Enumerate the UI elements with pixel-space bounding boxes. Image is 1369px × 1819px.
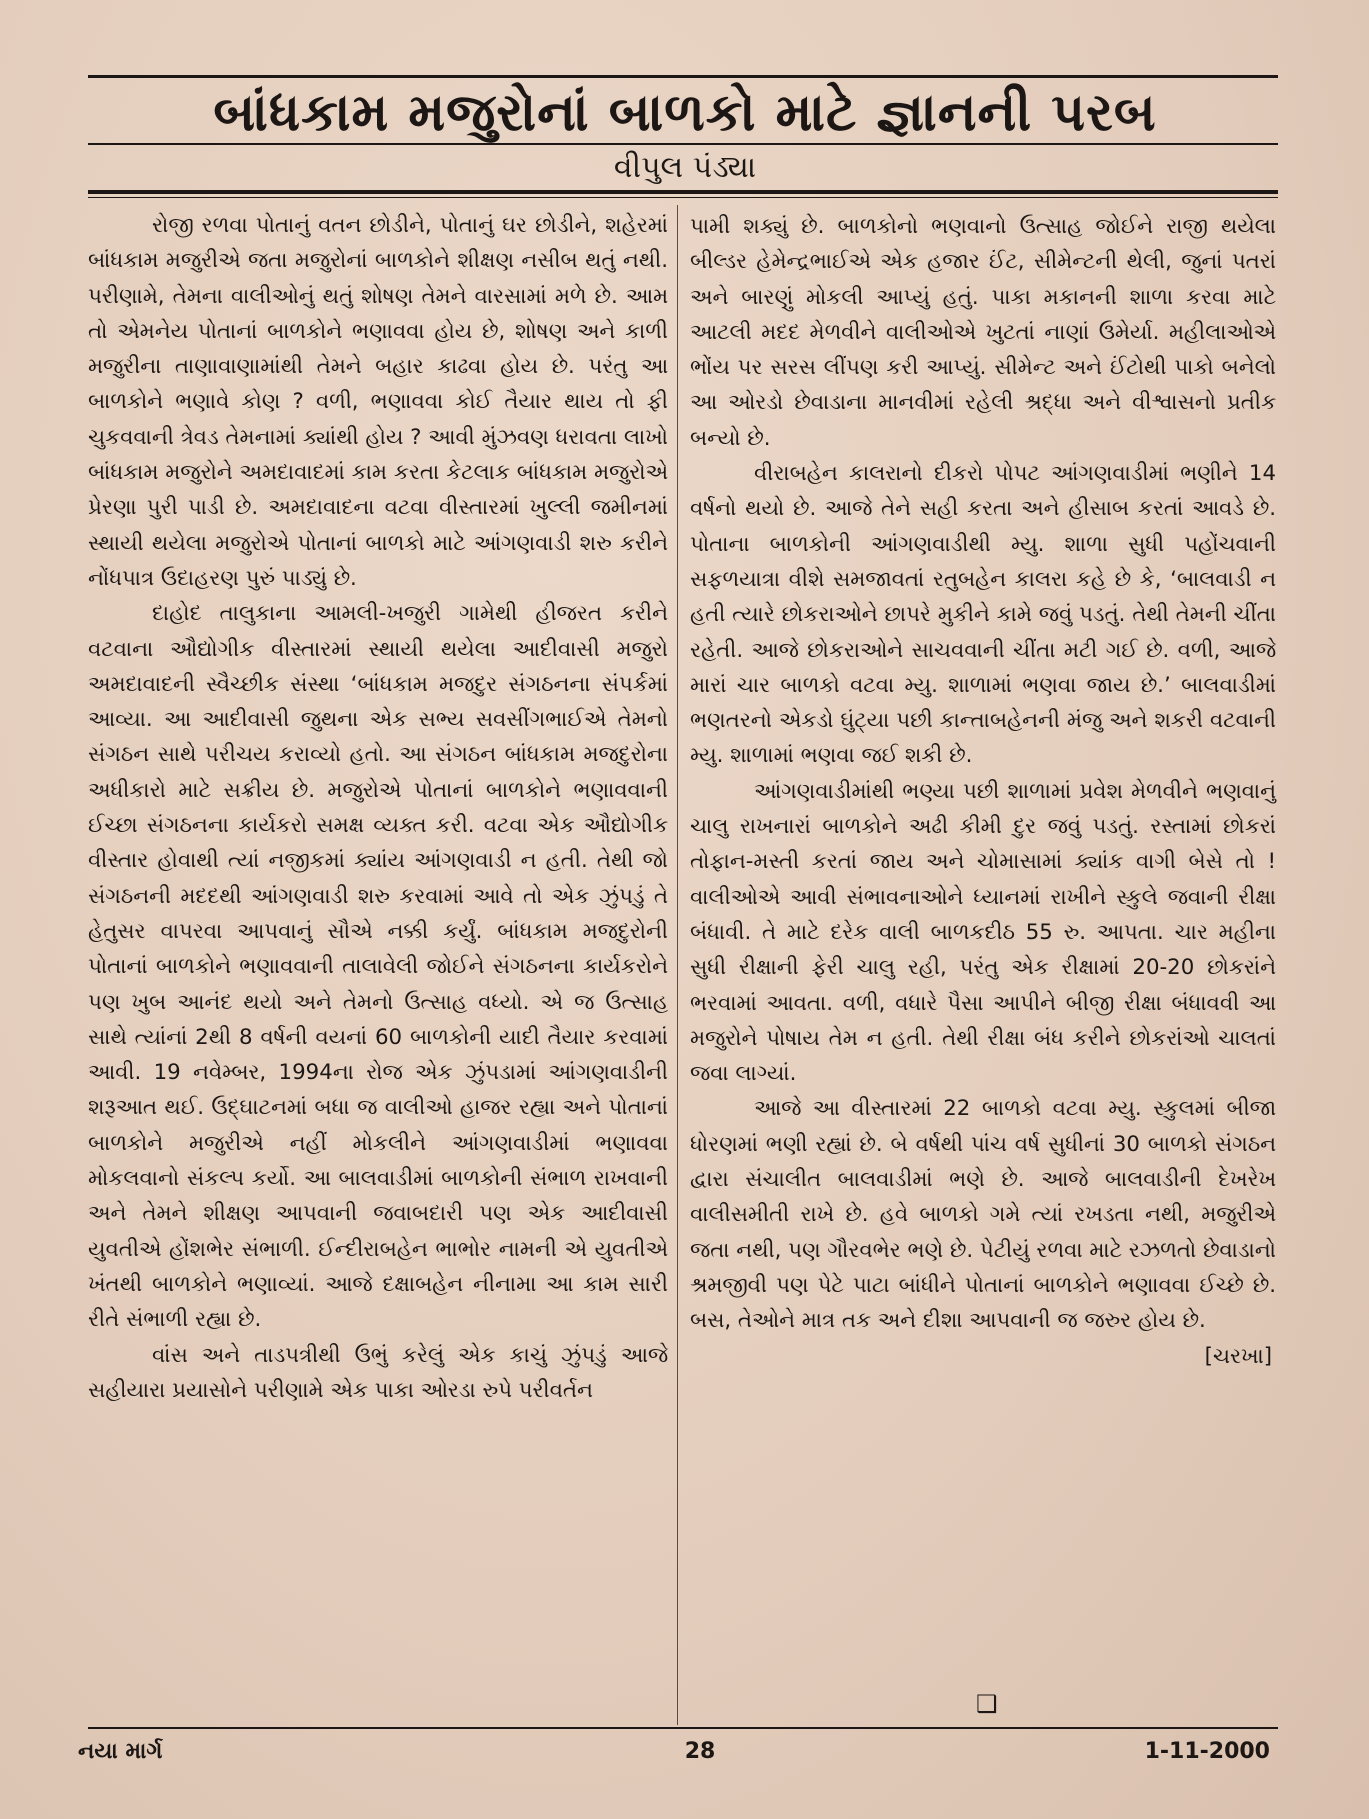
header-rule [88, 190, 1278, 194]
footer-rule [88, 1727, 1278, 1729]
paragraph: વાંસ અને તાડપત્રીથી ઉભું કરેલું એક કાચું ઝુંપડું આજે સહીયારા પ્રયાસોને પરીણામે એક પાકા ઓરડા રુપે પરીવર્તન [88, 1342, 668, 1403]
paragraph: દાહોદ તાલુકાના આમલી-ખજુરી ગામેથી હીજરત કરીને વટવાના ઔદ્યોગીક વીસ્તારમાં સ્થાયી થયેલા આદીવાસી મજુરો અમદાવાદની સ્વૈચ્છીક સંસ્થા ‘બાંધકામ મજદુર સંગઠનના સંપર્કમાં આવ્યા. આ આદીવાસી જુથના એક સભ્ય સવસીંગભાઈએ તેમનો સંગઠન સાથે પરીચય કરાવ્યો હતો. આ સંગઠન બાંધકામ મજદુરોના અધીકારો માટે સક્રીય છે. મજુરોએ પોતાનાં બાળકોને ભણાવવાની ઈચ્છા સંગઠનના કાર્યકરો સમક્ષ વ્યક્ત કરી. વટવા એક ઔદ્યોગીક વીસ્તાર હોવાથી ત્યાં નજીકમાં ક્યાંય આંગણવાડી ન હતી. તેથી જો સંગઠનની મદદથી આંગણવાડી શરુ કરવામાં આવે તો એક ઝુંપડું તે હેતુસર વાપરવા આપવાનું સૌએ નક્કી કર્યું. બાંધકામ મજદુરોની પોતાનાં બાળકોને ભણાવવાની તાલાવેલી જોઈને સંગઠનના કાર્યકરોને પણ ખુબ આનંદ થયો અને તેમનો ઉત્સાહ વધ્યો. એ જ ઉત્સાહ સાથે ત્યાંનાં 2થી 8 વર્ષની વયનાં 60 બાળકોની યાદી તૈયાર કરવામાં આવી. 19 નવેમ્બર, 1994ના રોજ એક ઝુંપડામાં આંગણવાડીની શરૂઆત થઈ. ઉદ્ઘાટનમાં બધા જ વાલીઓ હાજર રહ્યા અને પોતાનાં બાળકોને મજુરીએ નહીં મોકલીને આંગણવાડીમાં ભણાવવા મોકલવાનો સંકલ્પ કર્યો. આ બાલવાડીમાં બાળકોની સંભાળ રાખવાની અને તેમને શીક્ષણ આપવાની જવાબદારી પણ એક આદીવાસી યુવતીએ હોંશભેર સંભાળી. ઈન્દીરાબહેન ભાભોર નામની એ યુવતીએ ખંતથી બાળકોને ભણાવ્યાં. આજે દક્ષાબહેન નીનામા આ કામ સારી રીતે સંભાળી રહ્યા છે. [88, 601, 668, 1333]
source-credit: [ચરખા] [1204, 1343, 1272, 1369]
column-left [88, 208, 668, 1408]
article-title: બાંધકામ મજુરોનાં બાળકો માટે જ્ઞાનની પરબ [213, 83, 1157, 143]
top-rule [88, 75, 1278, 78]
end-mark: ❑ [976, 1690, 998, 1718]
title-rule [88, 143, 1278, 145]
column-divider [677, 205, 678, 1725]
paragraph: આજે આ વીસ્તારમાં 22 બાળકો વટવા મ્યુ. સ્કુલમાં બીજા ધોરણમાં ભણી રહ્યાં છે. બે વર્ષથી પાંચ વર્ષ સુધીનાં 30 બાળકો સંગઠન દ્વારા સંચાલીત બાલવાડીમાં ભણે છે. આજે બાલવાડીની દેખરેખ વાલીસમીતી રાખે છે. હવે બાળકો ગમે ત્યાં રખડતા નથી, મજુરીએ જતા નથી, પણ ગૌરવભેર ભણે છે. પેટીયું રળવા માટે રઝળતો છેવાડાનો શ્રમજીવી પણ પેટે પાટા બાંધીને પોતાનાં બાળકોને ભણાવવા ઈચ્છે છે. બસ, તેઓને માત્ર તક અને દીશા આપવાની જ જરુર હોય છે. [690, 1096, 1276, 1334]
article-author: વીપુલ પંડ્યા [613, 150, 757, 185]
paragraph: રોજી રળવા પોતાનું વતન છોડીને, પોતાનું ઘર છોડીને, શહેરમાં બાંધકામ મજુરીએ જતા મજુરોનાં બાળકોને શીક્ષણ નસીબ થતું નથી. પરીણામે, તેમના વાલીઓનું થતું શોષણ તેમને વારસામાં મળે છે. આમ તો એમનેય પોતાનાં બાળકોને ભણાવવા હોય છે, શોષણ અને કાળી મજુરીના તાણાવાણામાંથી તેમને બહાર કાઢવા હોય છે. પરંતુ આ બાળકોને ભણાવે કોણ ? વળી, ભણાવવા કોઈ તૈયાર થાય તો ફી ચુકવવાની ત્રેવડ તેમનામાં ક્યાંથી હોય ? આવી મુંઝવણ ધરાવતા લાખો બાંધકામ મજુરોને અમદાવાદમાં કામ કરતા કેટલાક બાંધકામ મજુરોએ પ્રેરણા પુરી પાડી છે. અમદાવાદના વટવા વીસ્તારમાં ખુલ્લી જમીનમાં સ્થાયી થયેલા મજુરોએ પોતાનાં બાળકો માટે આંગણવાડી શરુ કરીને નોંધપાત્ર ઉદાહરણ પુરું પાડ્યું છે. [88, 213, 668, 591]
header-rule-thin [88, 197, 1278, 198]
magazine-name: નયા માર્ગ [78, 1739, 163, 1764]
column-right [690, 209, 1276, 1374]
paragraph: પામી શક્યું છે. બાળકોનો ભણવાનો ઉત્સાહ જોઈને રાજી થયેલા બીલ્ડર હેમેન્દ્રભાઈએ એક હજાર ઈંટ, સીમેન્ટની થેલી, જુનાં પતરાં અને બારણું મોકલી આપ્યું હતું. પાકા મકાનની શાળા કરવા માટે આટલી મદદ મેળવીને વાલીઓએ ખુટતાં નાણાં ઉમેર્યા. મહીલાઓએ ભોંય પર સરસ લીંપણ કરી આપ્યું. સીમેન્ટ અને ઈંટોથી પાકો બનેલો આ ઓરડો છેવાડાના માનવીમાં રહેલી શ્રદ્ધા અને વીશ્વાસનો પ્રતીક બન્યો છે. [690, 214, 1276, 451]
issue-date: 1-11-2000 [1144, 1739, 1270, 1764]
page-number: 28 [684, 1739, 716, 1764]
paragraph: વીરાબહેન કાલરાનો દીકરો પોપટ આંગણવાડીમાં ભણીને 14 વર્ષનો થયો છે. આજે તેને સહી કરતા અને હીસાબ કરતાં આવડે છે. પોતાના બાળકોની આંગણવાડીથી મ્યુ. શાળા સુધી પહોંચવાની સફળયાત્રા વીશે સમજાવતાં રતુબહેન કાલરા કહે છે કે, ‘બાલવાડી ન હતી ત્યારે છોકરાઓને છાપરે મુકીને કામે જવું પડતું. તેથી તેમની ચીંતા રહેતી. આજે છોકરાઓને સાચવવાની ચીંતા મટી ગઈ છે. વળી, આજે મારાં ચાર બાળકો વટવા મ્યુ. શાળામાં ભણવા જાય છે.’ બાલવાડીમાં ભણતરનો એકડો ઘુંટ્યા પછી કાન્તાબહેનની મંજુ અને શકરી વટવાની મ્યુ. શાળામાં ભણવા જઈ શકી છે. [690, 461, 1276, 769]
paragraph: આંગણવાડીમાંથી ભણ્યા પછી શાળામાં પ્રવેશ મેળવીને ભણવાનું ચાલુ રાખનારાં બાળકોને અઢી કીમી દુર જવું પડતું. રસ્તામાં છોકરાં તોફાન-મસ્તી કરતાં જાય અને ચોમાસામાં ક્યાંક વાગી બેસે તો ! વાલીઓએ આવી સંભાવનાઓને ધ્યાનમાં રાખીને સ્કુલે જવાની રીક્ષા બંધાવી. તે માટે દરેક વાલી બાળકદીઠ 55 રુ. આપતા. ચાર મહીના સુધી રીક્ષાની ફેરી ચાલુ રહી, પરંતુ એક રીક્ષામાં 20-20 છોકરાંને ભરવામાં આવતા. વળી, વધારે પૈસા આપીને બીજી રીક્ષા બંધાવવી આ મજુરોને પોષાય તેમ ન હતી. તેથી રીક્ષા બંધ કરીને છોકરાંઓ ચાલતાં જવા લાગ્યાં. [690, 778, 1276, 1087]
